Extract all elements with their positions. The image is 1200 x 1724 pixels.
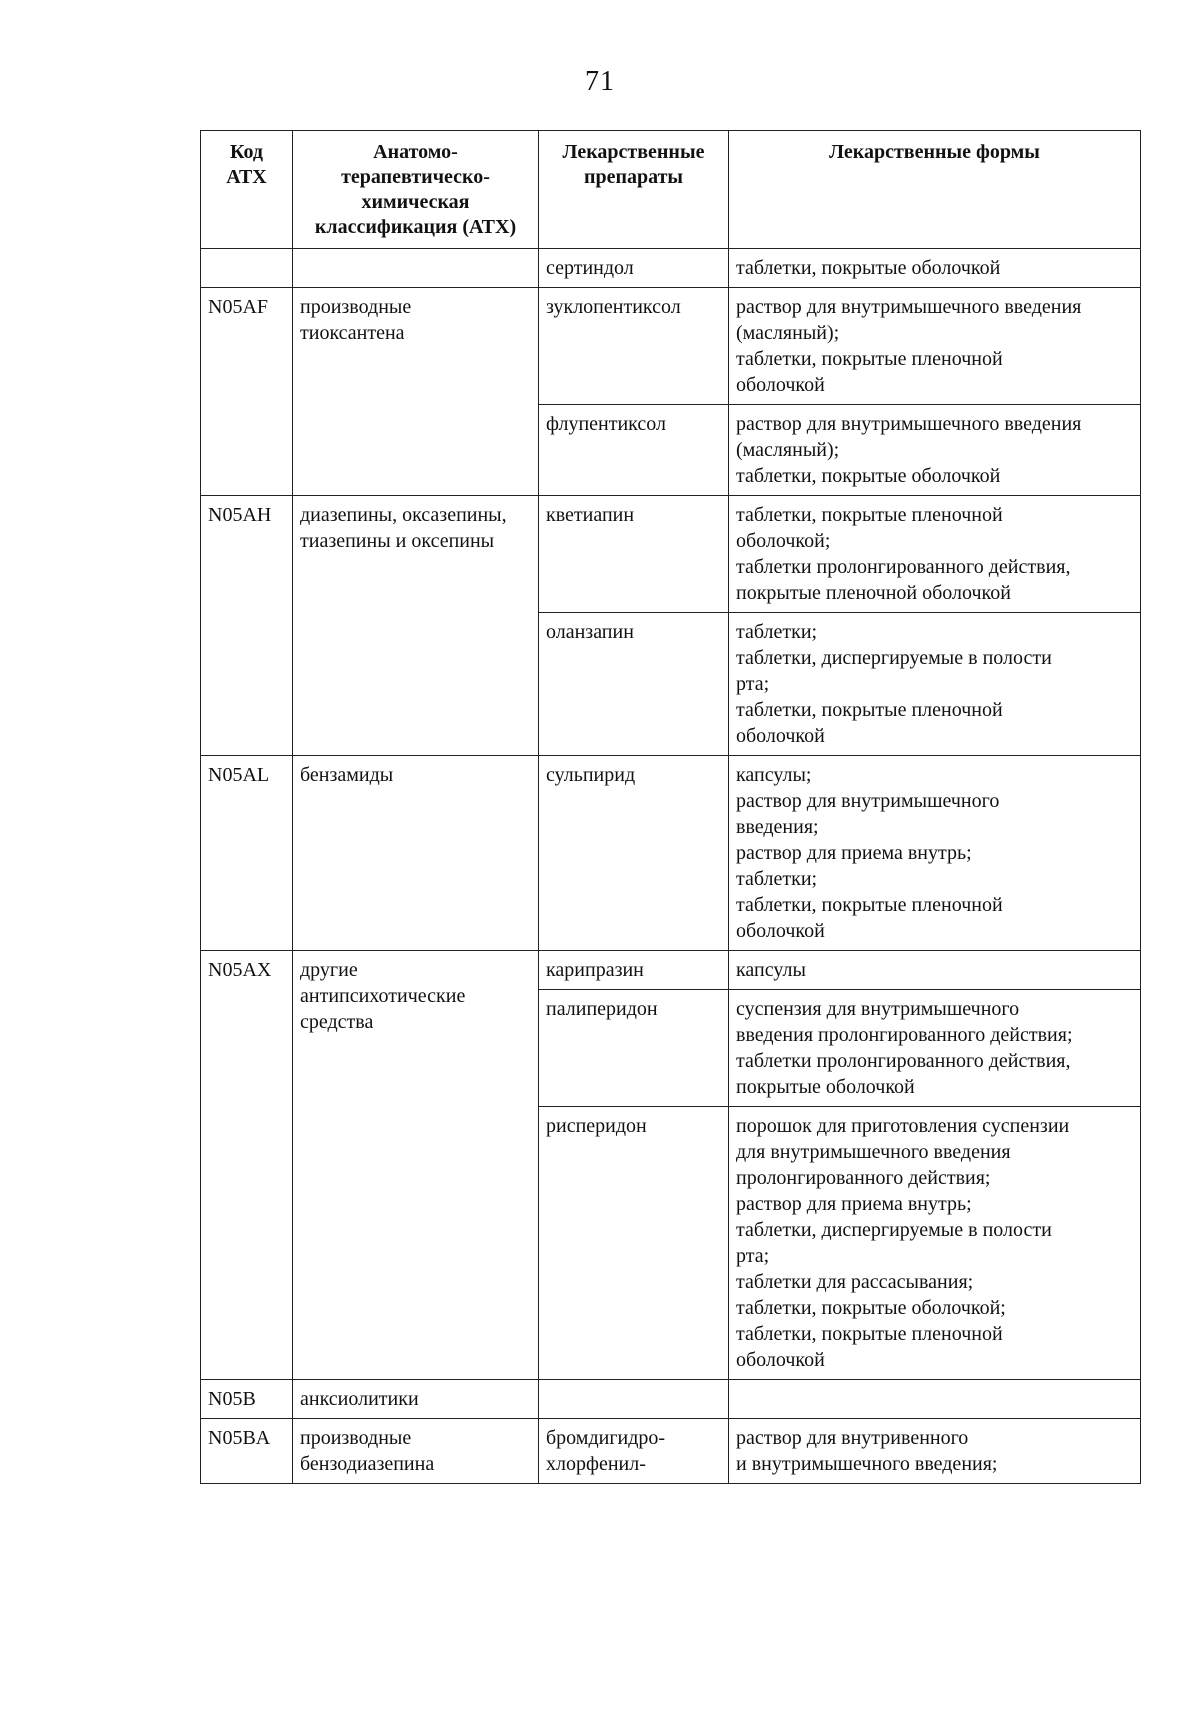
table-row: [201, 951, 1141, 990]
forms-cell: раствор для внутривенного и внутримышечного введения;: [729, 1419, 1141, 1484]
forms-cell: раствор для внутримышечного введения (масляный); таблетки, покрытые оболочкой: [729, 405, 1141, 496]
drug-cell: карипразин: [539, 951, 729, 990]
drug-cell: бромдигидро- хлорфенил-: [539, 1419, 729, 1484]
header-drugs: Лекарственные препараты: [539, 131, 729, 249]
drug-cell: оланзапин: [539, 613, 729, 756]
classification-cell: производные бензодиазепина: [293, 1419, 539, 1484]
table-row: [201, 756, 1141, 951]
drug-cell: зуклопентиксол: [539, 288, 729, 405]
forms-cell: таблетки, покрытые пленочной оболочкой; таблетки пролонгированного действия, покрытые пленочной оболочкой: [729, 496, 1141, 613]
classification-cell: другие антипсихотические средства: [293, 951, 539, 1380]
forms-cell: суспензия для внутримышечного введения пролонгированного действия; таблетки пролонгированного действия, покрытые оболочкой: [729, 990, 1141, 1107]
forms-cell: таблетки; таблетки, диспергируемые в полости рта; таблетки, покрытые пленочной оболочкой: [729, 613, 1141, 756]
code-cell: N05AF: [201, 288, 293, 496]
code-cell: [201, 249, 293, 288]
drug-cell: палиперидон: [539, 990, 729, 1107]
table-row: [201, 249, 1141, 288]
forms-cell: [729, 1380, 1141, 1419]
code-cell: N05AX: [201, 951, 293, 1380]
classification-cell: анксиолитики: [293, 1380, 539, 1419]
classification-cell: бензамиды: [293, 756, 539, 951]
table-row: [201, 1419, 1141, 1484]
classification-cell: диазепины, оксазепины, тиазепины и оксепины: [293, 496, 539, 756]
forms-cell: капсулы; раствор для внутримышечного введения; раствор для приема внутрь; таблетки; таблетки, покрытые пленочной оболочкой: [729, 756, 1141, 951]
table-row: [201, 288, 1141, 405]
drug-cell: рисперидон: [539, 1107, 729, 1380]
forms-cell: раствор для внутримышечного введения (масляный); таблетки, покрытые пленочной оболочкой: [729, 288, 1141, 405]
code-cell: N05AL: [201, 756, 293, 951]
drug-cell: [539, 1380, 729, 1419]
drug-cell: сульпирид: [539, 756, 729, 951]
forms-cell: порошок для приготовления суспензии для внутримышечного введения пролонгированного действия; раствор для приема внутрь; таблетки, диспергируемые в полости рта; таблетки для рассасывания; таблетки, покрытые оболочкой; таблетки, покрытые пленочной оболочкой: [729, 1107, 1141, 1380]
header-code: Код АТХ: [201, 131, 293, 249]
header-classification: Анатомо- терапевтическо- химическая классификация (АТХ): [293, 131, 539, 249]
drug-cell: флупентиксол: [539, 405, 729, 496]
atc-drug-table: [200, 130, 1141, 1484]
forms-cell: капсулы: [729, 951, 1141, 990]
classification-cell: [293, 249, 539, 288]
page-number: 71: [585, 66, 615, 97]
drug-cell: кветиапин: [539, 496, 729, 613]
code-cell: N05BA: [201, 1419, 293, 1484]
table-header-row: [201, 131, 1141, 249]
table-row: [201, 496, 1141, 613]
code-cell: N05B: [201, 1380, 293, 1419]
forms-cell: таблетки, покрытые оболочкой: [729, 249, 1141, 288]
table-row: [201, 1380, 1141, 1419]
drug-cell: сертиндол: [539, 249, 729, 288]
code-cell: N05AH: [201, 496, 293, 756]
header-forms: Лекарственные формы: [729, 131, 1141, 249]
classification-cell: производные тиоксантена: [293, 288, 539, 496]
